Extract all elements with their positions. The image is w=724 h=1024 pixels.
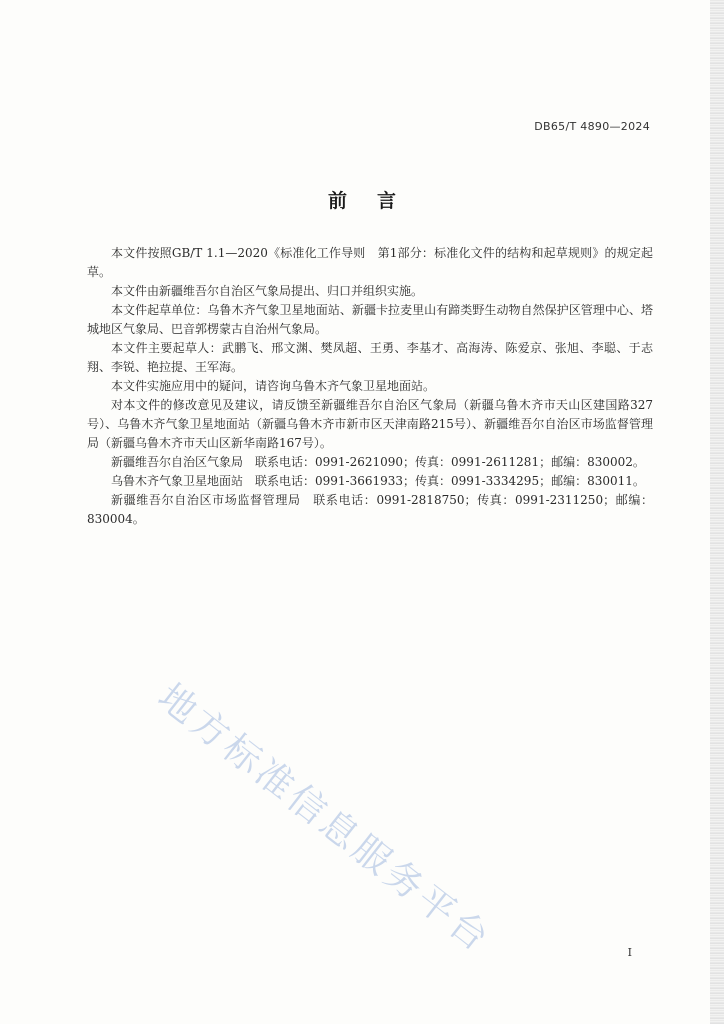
paragraph-drafting-rules: 本文件按照GB/T 1.1—2020《标准化工作导则 第1部分：标准化文件的结构和起草规则》的规定起草。 (87, 246, 653, 279)
paragraph-feedback: 对本文件的修改意见及建议，请反馈至新疆维吾尔自治区气象局（新疆乌鲁木齐市天山区建国路327号）、乌鲁木齐气象卫星地面站（新疆乌鲁木齐市新市区天津南路215号）、新疆维吾尔自治区市场监督管理局（新疆乌鲁木齐市天山区新华南路167号）。 (87, 398, 653, 450)
page-title: 前言 (327, 190, 426, 212)
contact-satellite-station: 乌鲁木齐气象卫星地面站 联系电话：0991-3661933；传真：0991-3334295；邮编：830011。 (111, 474, 645, 488)
paragraph-inquiry: 本文件实施应用中的疑问，请咨询乌鲁木齐气象卫星地面站。 (111, 379, 436, 393)
paragraph-drafting-units: 本文件起草单位：乌鲁木齐气象卫星地面站、新疆卡拉麦里山有蹄类野生动物自然保护区管理中心、塔城地区气象局、巴音郭楞蒙古自治州气象局。 (87, 303, 653, 336)
contact-market-regulation: 新疆维吾尔自治区市场监督管理局 联系电话：0991-2818750；传真：0991-2311250；邮编：830004。 (87, 493, 653, 526)
contact-weather-bureau: 新疆维吾尔自治区气象局 联系电话：0991-2621090；传真：0991-2611281；邮编：830002。 (111, 455, 645, 469)
standard-code: DB65/T 4890—2024 (534, 120, 650, 133)
paragraph-drafters: 本文件主要起草人：武鹏飞、邢文渊、樊凤超、王勇、李基才、高海涛、陈爱京、张旭、李聪、于志翔、李锐、艳拉提、王军海。 (87, 341, 653, 374)
scan-edge-artifact (710, 0, 724, 1024)
paragraph-proposer: 本文件由新疆维吾尔自治区气象局提出、归口并组织实施。 (111, 284, 424, 298)
watermark: 地方标准信息服务平台 (149, 675, 500, 962)
foreword-body (87, 244, 653, 529)
page-number: I (627, 946, 632, 959)
